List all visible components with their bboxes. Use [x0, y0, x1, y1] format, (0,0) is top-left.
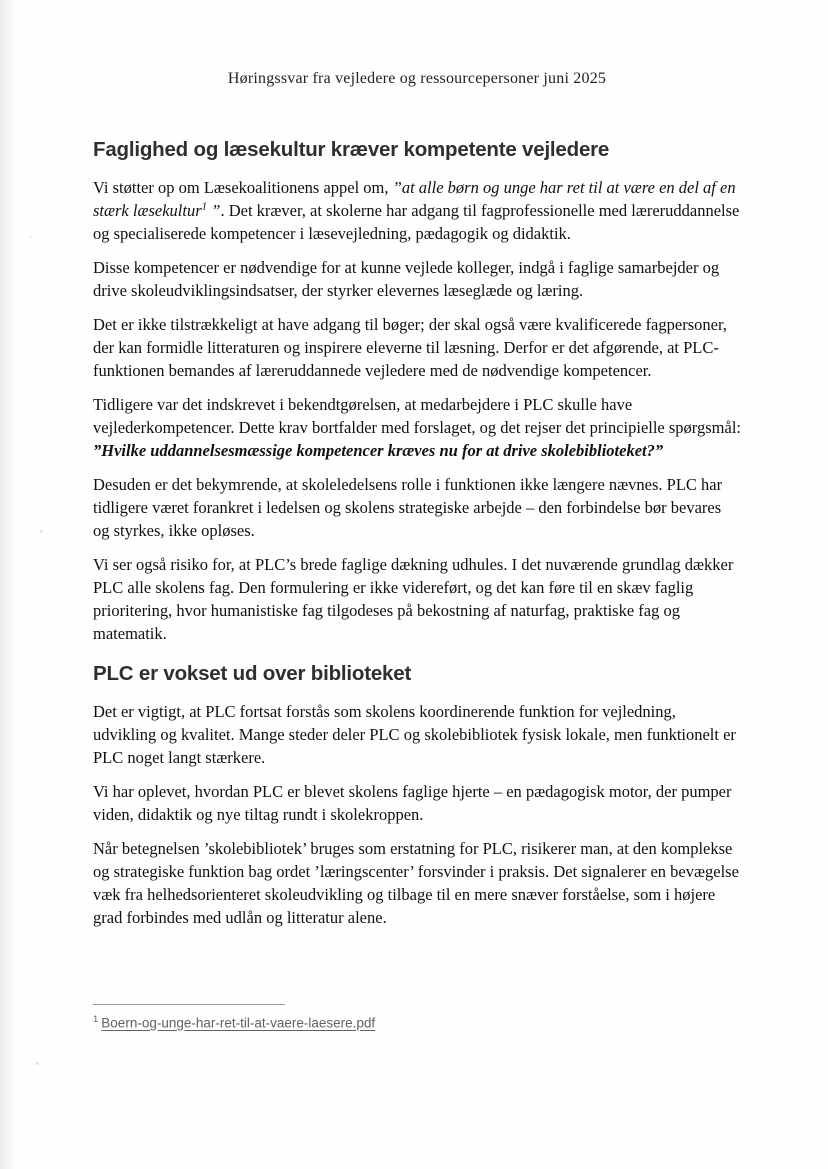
scan-speck [40, 530, 43, 533]
footnote-marker: 1 [93, 1014, 99, 1025]
section-heading-plc: PLC er vokset ud over biblioteket [93, 662, 412, 685]
section-faglighed [93, 137, 741, 645]
paragraph: Det er vigtigt, at PLC fortsat forstås som skolens koordinerende funktion for vejledning, udvikling og kvalitet. Mange steder deler PLC og skolebibliotek fysisk lokale, men funktionelt er PLC noget langt stærkere. [93, 702, 736, 767]
scan-speck [36, 1062, 39, 1065]
scan-speck [30, 236, 32, 238]
paragraph: Vi har oplevet, hvordan PLC er blevet skolens faglige hjerte – en pædagogisk motor, der pumper viden, didaktik og nye tiltag rundt i skolekroppen. [93, 782, 732, 824]
paragraph: Desuden er det bekymrende, at skoleledelsens rolle i funktionen ikke længere nævnes. PLC har tidligere været forankret i ledelsen og skolens strategiske arbejde – den forbindelse bør bevares og styrkes, ikke opløses. [93, 475, 723, 540]
paragraph: Vi støtter op om Læsekoalitionens appel om, ”at alle børn og unge har ret til at være en del af en stærk læsekultur$^1$ ”. Det kræver, at skolerne har adgang til fagprofessionelle med læreruddannelse og specialiserede kompetencer i læsevejledning, pædagogik og didaktik. [93, 178, 740, 243]
document-content [93, 0, 741, 940]
footnote [93, 1014, 741, 1031]
section-heading-faglighed: Faglighed og læsekultur kræver kompetente vejledere [93, 138, 610, 161]
section-plc [93, 661, 741, 929]
paragraph: Det er ikke tilstrækkeligt at have adgang til bøger; der skal også være kvalificerede fagpersoner, der kan formidle litteraturen og inspirere eleverne til læsning. Derfor er det afgørende, at PLC-funktionen bemandes af læreruddannede vejledere med de nødvendige kompetencer. [93, 315, 727, 380]
footnote-link[interactable]: Boern-og-unge-har-ret-til-at-vaere-laesere.pdf [101, 1015, 376, 1031]
paragraph: Disse kompetencer er nødvendige for at kunne vejlede kolleger, indgå i faglige samarbejder og drive skoleudviklingsindsatser, der styrker elevernes læseglæde og læring. [93, 258, 720, 300]
paragraph: Tidligere var det indskrevet i bekendtgørelsen, at medarbejdere i PLC skulle have vejlederkompetencer. Dette krav bortfalder med forslaget, og det rejser det principielle spørgsmål: ”Hvilke uddannelsesmæssige kompetencer kræves nu for at drive skolebiblioteket?” [93, 395, 741, 460]
footnote-block [93, 1004, 741, 1031]
scan-edge-artifact [0, 0, 17, 1169]
paragraph: Vi ser også risiko for, at PLC’s brede faglige dækning udhules. I det nuværende grundlag dækker PLC alle skolens fag. Den formulering er ikke videreført, og det kan føre til en skæv faglig prioritering, hvor humanistiske fag tilgodeses på bekostning af naturfag, praktiske fag og matematik. [93, 555, 734, 643]
paragraph: Når betegnelsen ’skolebibliotek’ bruges som erstatning for PLC, risikerer man, at den komplekse og strategiske funktion bag ordet ’læringscenter’ forsvinder i praksis. Det signalerer en bevægelse væk fra helhedsorienteret skoleudvikling og tilbage til en mere snæver forståelse, som i højere grad forbindes med udlån og litteratur alene. [93, 839, 739, 927]
document-header-title: Høringssvar fra vejledere og ressourcepersoner juni 2025 [227, 70, 607, 87]
footnote-divider [93, 1004, 285, 1005]
